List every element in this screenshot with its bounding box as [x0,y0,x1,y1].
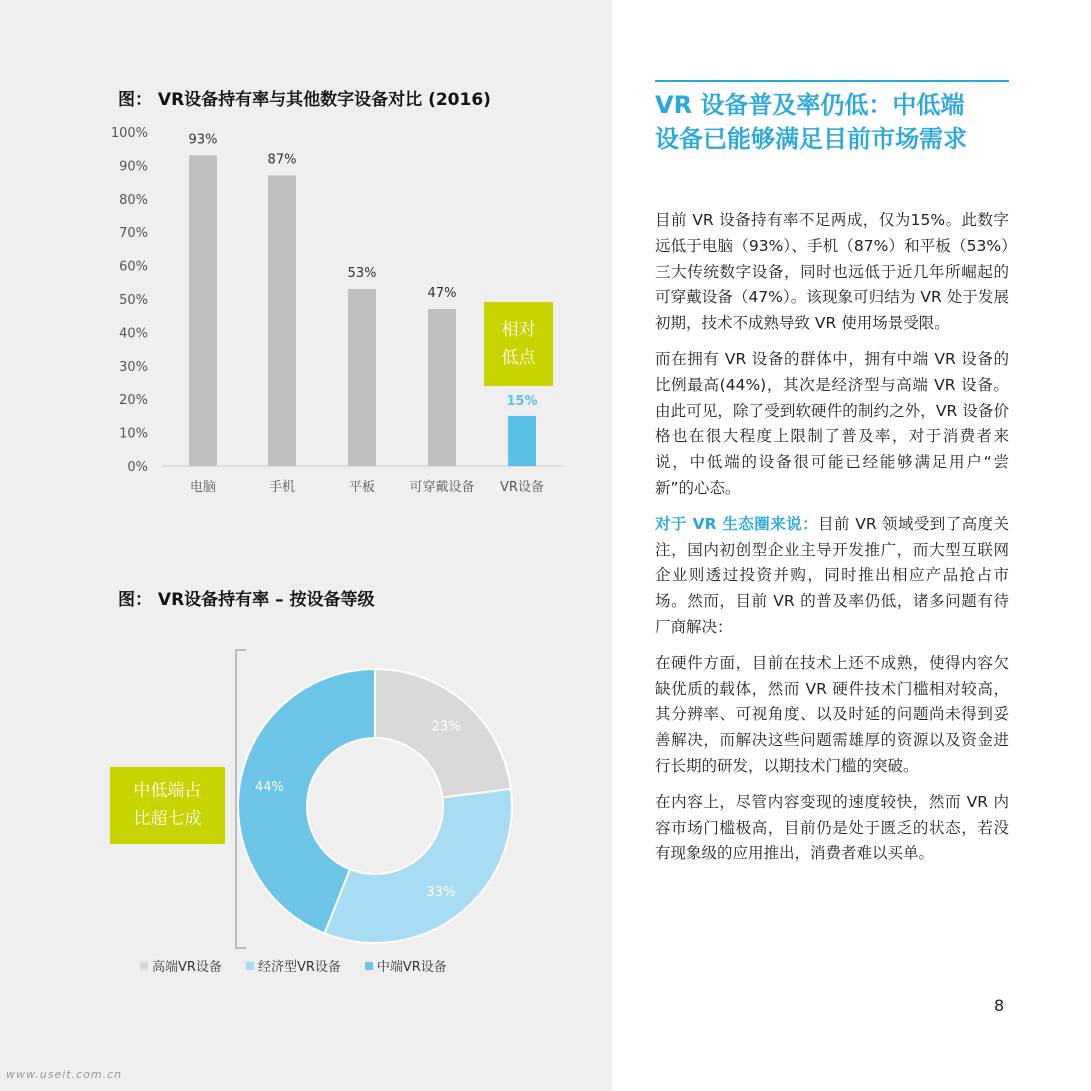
article-heading [655,88,1015,156]
callout-line-2: 低点 [501,348,536,368]
x-tick-label: 可穿戴设备 [409,480,475,495]
legend-swatch [365,962,373,970]
bar-chart [0,0,612,520]
paragraph-3-text: 目前 VR 领域受到了高度关注，国内初创型企业主导开发推广，而大型互联网企业则透过投资并购，同时推出相应产品抢占市场。然而，目前 VR 的普及率仍低，诸多问题有待厂商解决： [655,514,1009,636]
bar [268,175,296,466]
bar [348,289,376,466]
legend-item-high-end [140,956,222,975]
y-tick-label: 100% [110,126,148,141]
legend-swatch [246,962,254,970]
paragraph-3 [655,512,1009,641]
bar-chart-callout [484,302,553,386]
bar-chart-title: 图： VR设备持有率与其他数字设备对比 (2016) [118,90,491,110]
bar-value-label: 15% [506,393,538,409]
legend-item-mid-range [365,956,447,975]
donut-legend [140,956,447,975]
donut-chart-callout [110,767,225,844]
x-tick-label: 平板 [348,480,376,495]
callout-line-2: 比超七成 [133,809,202,829]
legend-label: 中端VR设备 [376,960,447,975]
y-tick-label: 30% [119,359,148,375]
bar [189,155,217,466]
bar-value-label: 93% [188,132,218,148]
article-body [655,208,1009,877]
slice-value-label: 44% [254,779,284,795]
legend-item-economy [246,956,341,975]
legend-label: 高端VR设备 [152,960,222,975]
y-tick-label: 10% [119,426,148,442]
page-number: 8 [994,996,1005,1015]
y-tick-label: 20% [119,393,148,409]
y-tick-label: 40% [119,326,148,342]
paragraph-4: 在硬件方面，目前在技术上还不成熟，使得内容欠缺优质的载体，然而 VR 硬件技术门槛相对较高，其分辨率、可视角度、以及时延的问题尚未得到妥善解决，而解决这些问题需雄厚的资源以及资金进行长期的研发，以期技术门槛的突破。 [655,653,1009,775]
legend-swatch [140,962,148,970]
bar-value-label: 53% [347,265,377,281]
y-tick-label: 0% [127,460,148,475]
bar-value-label: 87% [267,152,297,168]
donut-chart [0,630,612,960]
heading-rule [655,80,1009,82]
heading-line-2: 设备已能够满足目前市场需求 [655,125,967,153]
donut-chart-title: 图： VR设备持有率 – 按设备等级 [118,590,375,610]
heading-line-1: VR 设备普及率仍低：中低端 [655,91,965,119]
x-tick-label: 手机 [268,480,296,495]
bar-value-label: 47% [427,286,457,302]
x-tick-label: VR设备 [500,480,544,495]
bar [428,309,456,466]
x-tick-label: 电脑 [189,480,217,495]
slice-value-label: 33% [426,884,456,900]
y-tick-label: 70% [119,226,148,242]
callout-line-1: 相对 [501,320,536,340]
callout-line-1: 中低端占 [133,781,202,801]
slice-value-label: 23% [431,719,461,735]
y-tick-label: 60% [119,259,148,275]
paragraph-1: 目前 VR 设备持有率不足两成，仅为15%。此数字远低于电脑（93%）、手机（87%）和平板（53%）三大传统数字设备，同时也远低于近几年所崛起的可穿戴设备（47%）。该现象可归结为 VR 处于发展初期，技术不成熟导致 VR 使用场景受限。 [655,211,1009,333]
y-tick-label: 80% [119,192,148,208]
paragraph-5: 在内容上，尽管内容变现的速度较快，然而 VR 内容市场门槛极高，目前仍是处于匮乏的状态，若没有现象级的应用推出，消费者难以买单。 [655,792,1009,863]
donut-slice [325,789,512,943]
watermark: www.useit.com.cn [6,1068,123,1081]
paragraph-2: 而在拥有 VR 设备的群体中，拥有中端 VR 设备的比例最高(44%)，其次是经济型与高端 VR 设备。由此可见，除了受到软硬件的制约之外，VR 设备价格也在很大程度上限制了普及率，对于消费者来说，中低端的设备很可能已经能够满足用户“尝新”的心态。 [655,349,1009,497]
y-tick-label: 50% [119,293,148,308]
y-tick-label: 90% [119,159,148,175]
bar [508,416,536,466]
legend-label: 经济型VR设备 [257,960,341,975]
paragraph-3-lead: 对于 VR 生态圈来说： [655,514,819,533]
